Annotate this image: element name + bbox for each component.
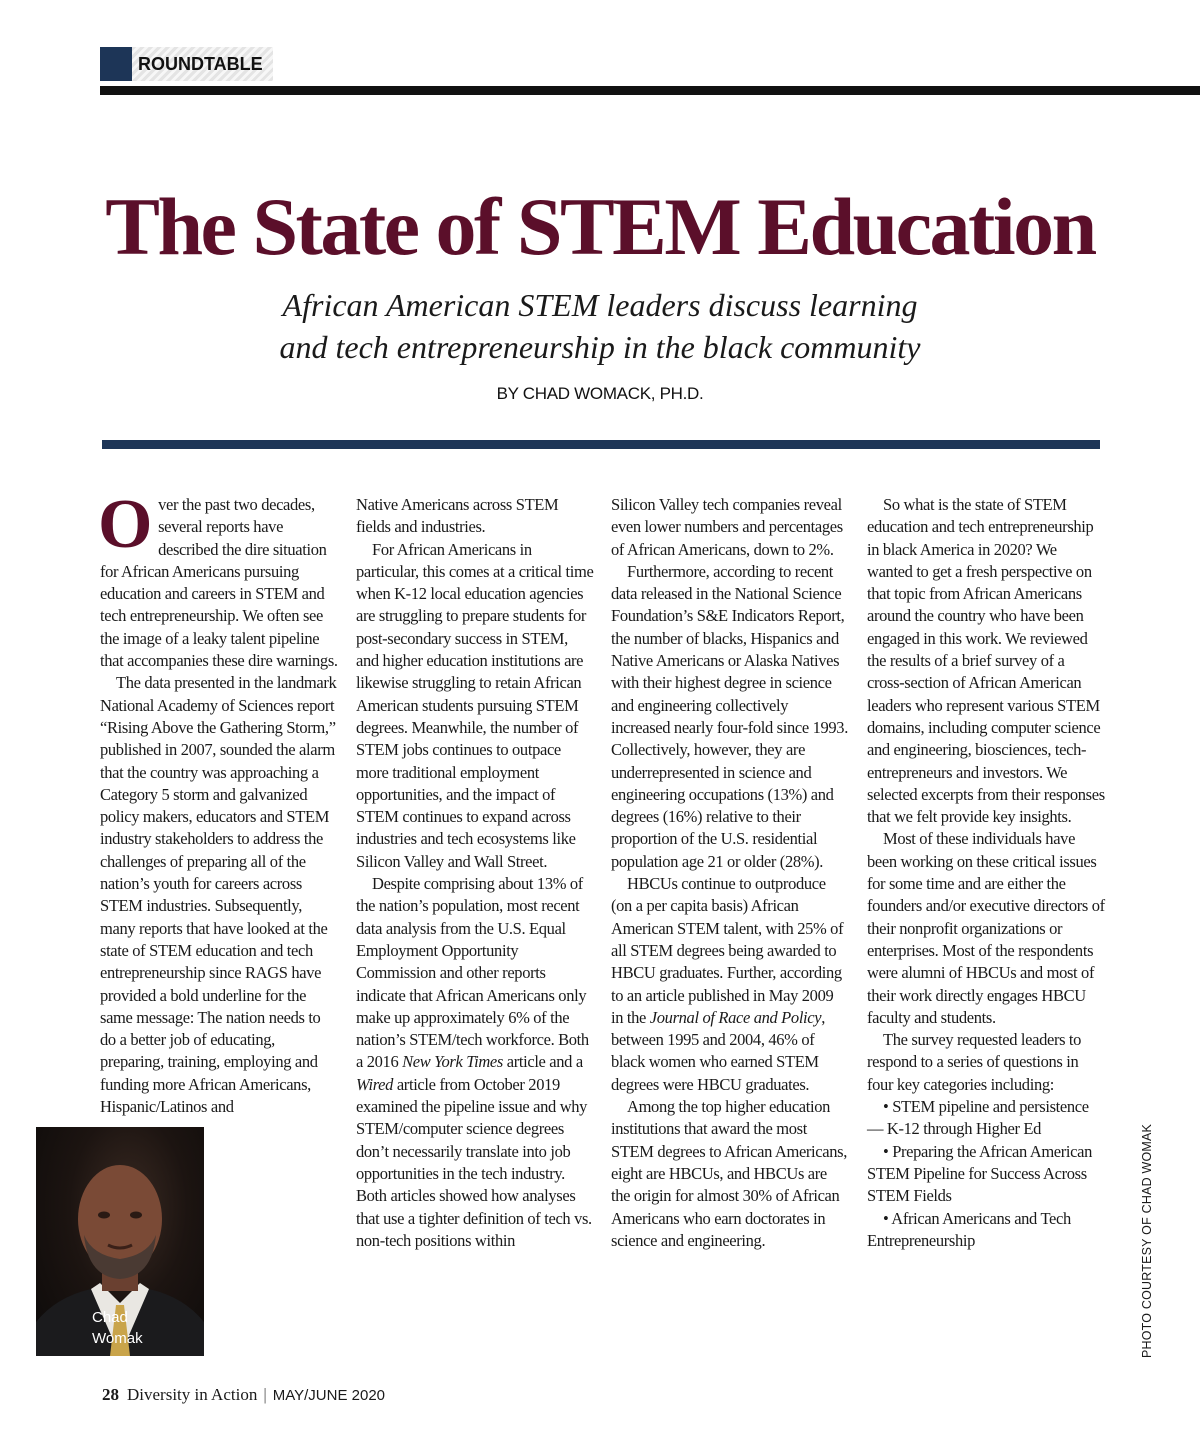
paragraph: The survey requested leaders to respond to a series of questions in four key categories including:	[867, 1030, 1082, 1094]
bullet-item: • African Americans and Tech Entrepreneurship	[867, 1208, 1071, 1250]
byline: BY CHAD WOMACK, PH.D.	[496, 384, 704, 403]
paragraph-1-text: ver the past two decades, several reports have described the dire situation for African Americans pursuing education and careers in STEM and tech entrepreneurship. We often see the image of a leaky talent pipeline that accompanies these dire warnings.	[100, 495, 338, 671]
article-column-4	[867, 494, 1105, 1252]
page-footer	[102, 1385, 385, 1405]
photo-caption	[92, 1307, 143, 1349]
footer-separator: |	[263, 1385, 267, 1404]
article-column-3	[611, 494, 849, 1252]
publication-name: Journal of Race and Policy	[649, 1007, 822, 1027]
deck-line-1: African American STEM leaders discuss learning	[282, 287, 918, 323]
paragraph: Furthermore, according to recent data released in the National Science Foundation’s S&E Indicators Report, the number of blacks, Hispanics and Native Americans or Alaska Natives with their highest degree in science and engineering collectively increased nearly four-fold since 1993. Collectively, however, they are underrepresented in science and engineering occupations (13%) and degrees (16%) relative to their proportion of the U.S. residential population age 21 or older (28%).	[611, 561, 848, 871]
deck-line-2: and tech entrepreneurship in the black community	[279, 329, 921, 365]
text-run: , between 1995 and 2004, 46% of black women who earned STEM degrees were HBCU graduates.	[611, 1007, 826, 1094]
text-run: article and a	[502, 1052, 583, 1072]
paragraph: For African Americans in particular, this comes at a critical time when K-12 local education agencies are struggling to prepare students for post-secondary success in STEM, and higher education institutions are likewise struggling to retain African American students pursuing STEM degrees. Meanwhile, the number of STEM jobs continues to outpace more traditional employment opportunities, and the impact of STEM continues to expand across industries and tech ecosystems like Silicon Valley and Wall Street.	[356, 539, 594, 871]
article-column-2	[356, 494, 594, 1252]
paragraph: Most of these individuals have been working on these critical issues for some time and are either the founders and/or executive directors of their nonprofit organizations or enterprises. Most of the respondents were alumni of HBCUs and most of their work directly engages HBCU faculty and students.	[867, 829, 1105, 1027]
drop-cap: O	[98, 486, 153, 563]
headline: The State of STEM Education	[105, 181, 1095, 272]
magazine-name: Diversity in Action	[127, 1385, 258, 1404]
paragraph-2	[100, 672, 338, 1118]
publication-name: Wired	[356, 1074, 394, 1094]
page-number: 28	[102, 1385, 119, 1404]
bullet-item: • Preparing the African American STEM Pipeline for Success Across STEM Fields	[867, 1141, 1092, 1206]
photo-caption-line-1: Chad	[92, 1309, 128, 1326]
issue-date: MAY/JUNE 2020	[272, 1387, 385, 1404]
paragraph-2-text: The data presented in the landmark National Academy of Sciences report “Rising Above the Gathering Storm,” published in 2007, sounded the alarm that the country was approaching a Category 5 storm and galvanized policy makers, educators and STEM industry stakeholders to address the challenges of preparing all of the nation’s youth for careers across STEM industries. Subsequently, many reports that have looked at the state of STEM education and tech entrepreneurship since RAGS have provided a bold underline for the same message: The nation needs to do a better job of educating, preparing, training, employing and funding more African Americans, Hispanic/Latinos and	[100, 673, 337, 1117]
article-column-1	[98, 486, 338, 1118]
paragraph: Native Americans across STEM fields and industries.	[356, 495, 559, 537]
publication-name: New York Times	[402, 1052, 503, 1072]
top-rule	[100, 86, 1200, 95]
text-run: HBCUs continue to outproduce (on a per capita basis) African American STEM talent, with 25% of all STEM degrees being awarded to HBCU graduates. Further, according to an article published in May 2009 in the	[611, 874, 844, 1027]
paragraph-1	[98, 486, 338, 672]
bullet-item: • STEM pipeline and persistence — K-12 through Higher Ed	[867, 1097, 1089, 1139]
paragraph	[611, 873, 849, 1096]
text-run: Despite comprising about 13% of the nation’s population, most recent data analysis from the U.S. Equal Employment Opportunity Commission and other reports indicate that African Americans only make up approximately 6% of the nation’s STEM/tech workforce. Both a 2016	[356, 874, 589, 1072]
deck	[0, 284, 1200, 368]
photo-credit: PHOTO COURTESY OF CHAD WOMAK	[1140, 1123, 1154, 1358]
section-tag-block	[100, 47, 132, 81]
paragraph: Silicon Valley tech companies reveal even lower numbers and percentages of African Americans, down to 2%.	[611, 495, 843, 559]
text-run: article from October 2019 examined the pipeline issue and why STEM/computer science degrees don’t necessarily translate into job opportunities in the tech industry. Both articles showed how analyses that use a tighter definition of tech vs. non-tech positions within	[356, 1074, 592, 1250]
photo-caption-line-2: Womak	[92, 1330, 143, 1347]
section-tag	[100, 47, 273, 81]
paragraph: Among the top higher education institutions that award the most STEM degrees to African Americans, eight are HBCUs, and HBCUs are the origin for almost 30% of African Americans who earn doctorates in science and engineering.	[611, 1097, 847, 1250]
divider-rule	[102, 440, 1100, 449]
paragraph: So what is the state of STEM education and tech entrepreneurship in black America in 2020? We wanted to get a fresh perspective on that topic from African Americans around the country who have been engaged in this work. We reviewed the results of a brief survey of a cross-section of African American leaders who represent various STEM domains, including computer science and engineering, biosciences, tech-entrepreneurs and investors. We selected excerpts from their responses that we felt provide key insights.	[867, 495, 1105, 827]
section-tag-label: ROUNDTABLE	[132, 47, 273, 81]
paragraph	[356, 873, 594, 1252]
